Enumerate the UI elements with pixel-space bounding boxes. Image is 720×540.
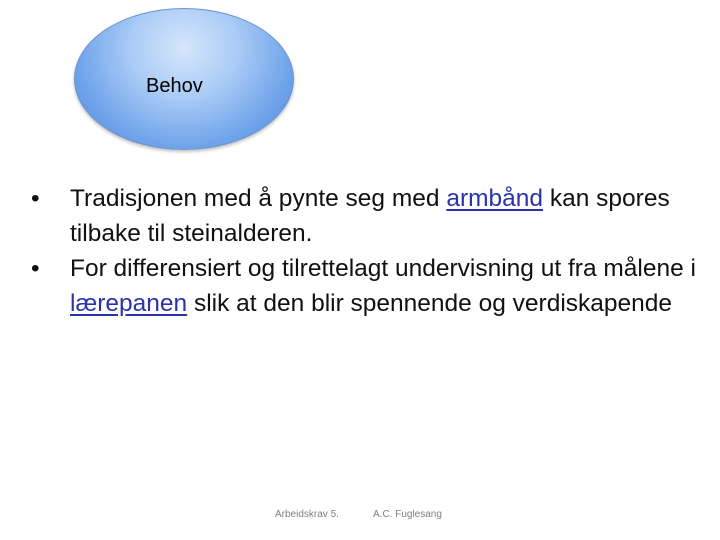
laerepanen-link[interactable]: lærepanen [70, 290, 188, 317]
bullet-marker: • [31, 185, 40, 212]
bullet-item [31, 181, 701, 251]
bullet-text: For differensiert og tilrettelagt undervisning ut fra målene i [70, 255, 696, 282]
bullet-marker: • [31, 255, 40, 282]
oval-label: Behov [146, 75, 203, 97]
bullet-list [31, 181, 701, 321]
bullet-text: Tradisjonen med å pynte seg med [70, 185, 447, 212]
footer-right-text: A.C. Fuglesang [373, 509, 442, 520]
bullet-item [31, 251, 701, 321]
bullet-text: kan spores tilbake til steinalderen. [70, 185, 670, 247]
armband-link[interactable]: armbånd [446, 185, 544, 212]
bullet-text: slik at den blir spennende og verdiskapende [187, 290, 673, 317]
footer-left-text: Arbeidskrav 5. [275, 509, 339, 520]
